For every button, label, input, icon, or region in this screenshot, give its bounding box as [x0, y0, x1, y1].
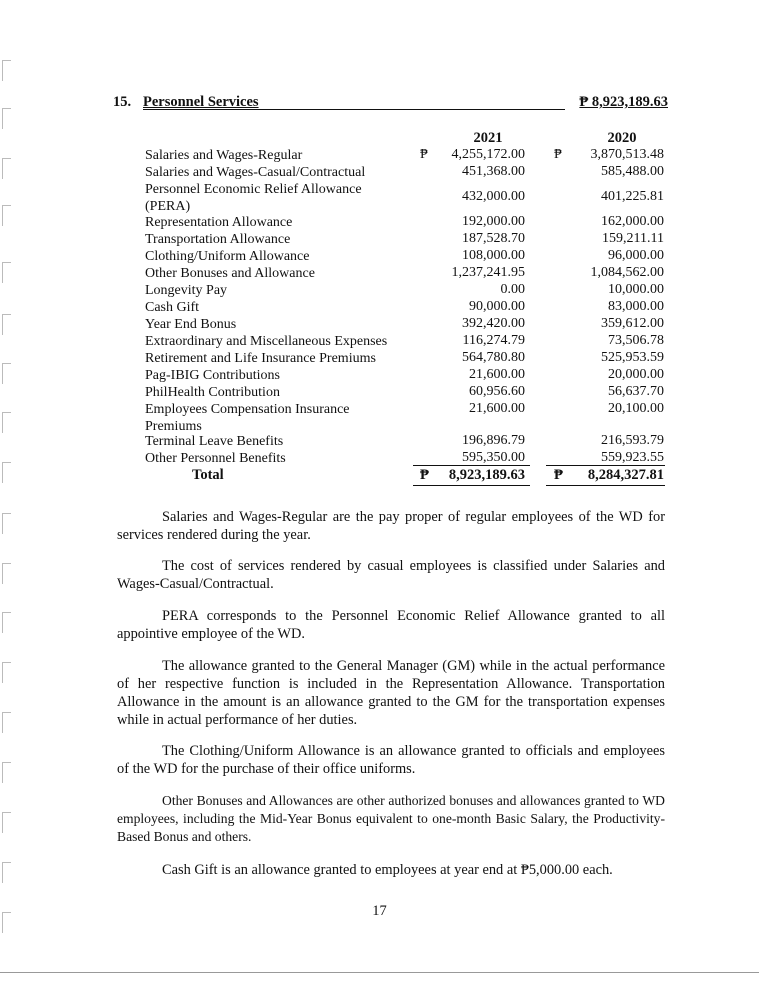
heading-rule — [143, 109, 565, 110]
value-2021: 432,000.00 — [462, 189, 525, 204]
table-row — [0, 433, 759, 451]
value-2020: 56,637.70 — [608, 384, 664, 399]
total-2021: 8,923,189.63 — [448, 467, 525, 483]
total-row — [0, 467, 759, 485]
row-label: Other Bonuses and Allowance — [145, 266, 315, 281]
value-2020: 1,084,562.00 — [590, 265, 664, 280]
value-2020: 559,923.55 — [601, 450, 664, 465]
table-row — [0, 282, 759, 300]
value-2021: 451,368.00 — [462, 164, 525, 179]
value-2021: 90,000.00 — [469, 299, 525, 314]
currency-symbol-total-2020: ₱ — [554, 467, 563, 483]
value-2020: 525,953.59 — [601, 350, 664, 365]
value-2020: 401,225.81 — [601, 189, 664, 204]
value-2021: 0.00 — [500, 282, 525, 297]
table-row — [0, 214, 759, 232]
paragraph-clothing: The Clothing/Uniform Allowance is an allowance granted to officials and employees of the WD for the purchase of their office uniforms. — [117, 743, 665, 777]
value-2021: 187,528.70 — [462, 231, 525, 246]
value-2020: 20,000.00 — [608, 367, 664, 382]
value-2021: 116,274.79 — [462, 333, 525, 348]
table-row — [0, 350, 759, 368]
value-2020: 83,000.00 — [608, 299, 664, 314]
row-label: Retirement and Life Insurance Premiums — [145, 351, 376, 366]
row-label: Extraordinary and Miscellaneous Expenses — [145, 334, 388, 349]
paragraph-other-bonuses: Other Bonuses and Allowances are other authorized bonuses and allowances granted to WD employees, including the Mid-Year Bonus equivalent to one-month Basic Salary, the Productivity-Based Bonus and others. — [117, 793, 665, 844]
column-header-2020: 2020 — [607, 130, 637, 146]
value-2020: 10,000.00 — [608, 282, 664, 297]
currency-symbol-total-2021: ₱ — [420, 467, 429, 483]
row-label: PhilHealth Contribution — [145, 385, 280, 400]
paragraph-cash-gift: Cash Gift is an allowance granted to employees at year end at ₱5,000.00 each. — [162, 862, 613, 878]
value-2020: 359,612.00 — [601, 316, 664, 331]
table-row — [0, 299, 759, 317]
section-total: ₱ 8,923,189.63 — [579, 94, 668, 110]
value-2021: 392,420.00 — [462, 316, 525, 331]
total-label: Total — [192, 467, 224, 483]
table-row — [0, 164, 759, 182]
value-2021: 21,600.00 — [469, 401, 525, 416]
table-row — [0, 265, 759, 283]
section-heading — [113, 94, 673, 114]
value-2021: 60,956.60 — [469, 384, 525, 399]
value-2020: 96,000.00 — [608, 248, 664, 263]
value-2021: 196,896.79 — [462, 433, 525, 448]
row-label: Terminal Leave Benefits — [145, 434, 284, 449]
table-row — [0, 333, 759, 351]
value-2021: 21,600.00 — [469, 367, 525, 382]
row-label: Representation Allowance — [145, 215, 293, 230]
page-number: 17 — [372, 903, 387, 919]
table-row — [0, 248, 759, 266]
value-2020: 3,870,513.48 — [590, 147, 664, 162]
row-label: Other Personnel Benefits — [145, 451, 286, 466]
table-row — [0, 231, 759, 249]
row-label: Salaries and Wages-Regular — [145, 148, 303, 163]
row-label: Clothing/Uniform Allowance — [145, 249, 310, 264]
bottom-rule — [0, 972, 759, 973]
value-2020: 73,506.78 — [608, 333, 664, 348]
row-label: Cash Gift — [145, 300, 200, 315]
table-row — [0, 367, 759, 385]
row-label: Personnel Economic Relief Allowance (PERA) — [145, 182, 362, 214]
table-row — [0, 384, 759, 402]
paragraph-pera: PERA corresponds to the Personnel Economic Relief Allowance granted to all appointive employee of the WD. — [117, 608, 665, 642]
section-number: 15. — [113, 94, 132, 110]
value-2021: 564,780.80 — [462, 350, 525, 365]
row-label: Longevity Pay — [145, 283, 228, 298]
total-2020: 8,284,327.81 — [587, 467, 664, 483]
value-2021: 4,255,172.00 — [451, 147, 525, 162]
value-2020: 585,488.00 — [601, 164, 664, 179]
value-2021: 108,000.00 — [462, 248, 525, 263]
row-label: Transportation Allowance — [145, 232, 291, 247]
paragraph-salaries-regular: Salaries and Wages-Regular are the pay proper of regular employees of the WD for services rendered during the year. — [117, 509, 665, 543]
currency-symbol-2020: ₱ — [554, 147, 562, 162]
column-header-2021: 2021 — [473, 130, 503, 146]
row-label: Year End Bonus — [145, 317, 237, 332]
table-row — [0, 401, 759, 435]
row-label: Employees Compensation Insurance Premiums — [145, 402, 350, 434]
row-label: Salaries and Wages-Casual/Contractual — [145, 165, 366, 180]
value-2021: 192,000.00 — [462, 214, 525, 229]
table-row — [0, 147, 759, 165]
value-2020: 216,593.79 — [601, 433, 664, 448]
currency-symbol-2021: ₱ — [420, 147, 428, 162]
value-2020: 162,000.00 — [601, 214, 664, 229]
paragraph-casual: The cost of services rendered by casual employees is classified under Salaries and Wages-Casual/Contractual. — [117, 558, 665, 592]
value-2021: 1,237,241.95 — [451, 265, 525, 280]
value-2020: 159,211.11 — [602, 231, 664, 246]
row-label: Pag-IBIG Contributions — [145, 368, 280, 383]
section-title: Personnel Services — [143, 94, 259, 110]
paragraph-representation: The allowance granted to the General Manager (GM) while in the actual performance of her respective function is included in the Representation Allowance. Transportation Allowance in the amount is an allowance granted to the GM for the transportation expenses while in actual performance of her duties. — [117, 658, 665, 728]
table-row — [0, 181, 759, 215]
table-row — [0, 316, 759, 334]
value-2021: 595,350.00 — [462, 450, 525, 465]
value-2020: 20,100.00 — [608, 401, 664, 416]
